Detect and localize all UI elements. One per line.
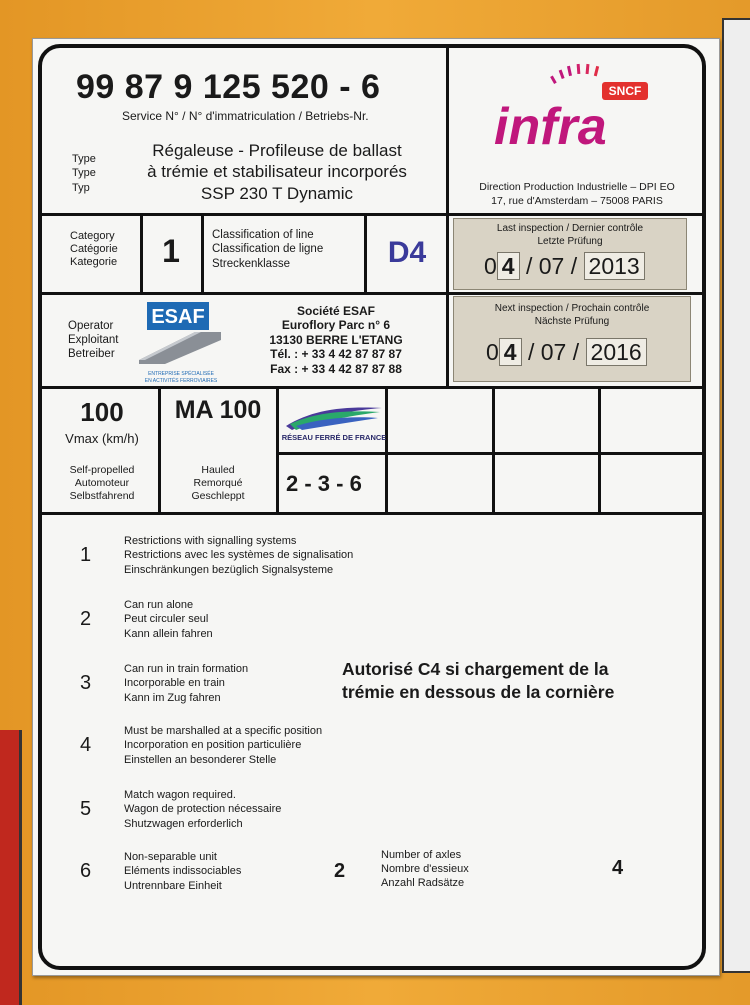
date-day-prefix: 0 (484, 253, 497, 279)
restriction-line: Einstellen an besonderer Stelle (124, 753, 277, 766)
rail-icon (139, 332, 221, 364)
hauled-labels (160, 464, 276, 503)
restriction-line: Untrennbare Einheit (124, 879, 222, 892)
operator-line: 13130 BERRE L'ETANG (269, 332, 403, 347)
next-inspection-label (453, 302, 691, 328)
note-line: trémie en dessous de la cornière (342, 681, 615, 702)
last-inspection-label (453, 222, 687, 248)
category-labels (70, 230, 118, 270)
restriction-text (124, 788, 281, 831)
self-propelled-label: Selbstfahrend (69, 490, 135, 503)
date-day-digit: 4 (499, 338, 522, 366)
hauled-label: Geschleppt (191, 490, 245, 503)
classification-label: Streckenklasse (212, 257, 290, 270)
vmax-unit: Vmax (km/h) (65, 431, 139, 446)
classification-labels (212, 228, 323, 271)
date-month: / 07 / (525, 253, 578, 279)
axles-label: Anzahl Radsätze (381, 876, 465, 889)
divider (598, 387, 601, 513)
operator-label: Betreiber (68, 347, 115, 360)
logo-rays (550, 64, 599, 84)
category-label: Catégorie (70, 243, 118, 256)
restriction-text (124, 662, 248, 705)
vmax-value: 100 (80, 397, 124, 427)
type-description (118, 140, 436, 204)
restriction-line: Match wagon required. (124, 789, 236, 801)
loading-note (342, 658, 614, 704)
divider (201, 214, 204, 293)
sncf-text: SNCF (608, 84, 642, 98)
operator-label: Operator (68, 320, 114, 332)
adjacent-plate-edge (722, 18, 750, 973)
restriction-line: Restrictions with signalling systems (124, 535, 297, 547)
restriction-line: Incorporable en train (124, 677, 225, 690)
address-line: Direction Production Industrielle – DPI EO (479, 181, 675, 193)
date-day-digit: 4 (497, 252, 520, 280)
restriction-text (124, 724, 322, 767)
type-line: à trémie et stabilisateur incorporés (147, 162, 407, 182)
divider (276, 387, 279, 513)
esaf-logo (135, 302, 227, 384)
last-inspection-date (484, 254, 645, 280)
divider (446, 292, 449, 387)
non-separable-value: 2 (334, 860, 346, 882)
operator-address (236, 304, 436, 376)
self-propelled-labels (46, 464, 158, 503)
operator-line: Euroflory Parc n° 6 (281, 318, 391, 333)
restriction-number: 6 (80, 860, 92, 882)
axles-labels (381, 849, 469, 890)
esaf-tagline: ENTREPRISE SPÉCIALISÉE (148, 371, 214, 377)
operator-line: Tél. : + 33 4 42 87 87 87 (270, 347, 402, 362)
type-labels (72, 152, 96, 195)
classification-label: Classification of line (212, 229, 314, 241)
address-line: 17, rue d'Amsterdam – 75008 PARIS (491, 194, 663, 207)
red-side-marker (0, 730, 22, 1005)
date-day-prefix: 0 (486, 339, 499, 365)
restriction-line: Shutzwagen erforderlich (124, 817, 243, 830)
restriction-number: 4 (80, 734, 92, 756)
rff-caption: RÉSEAU FERRÉ DE FRANCE (282, 433, 386, 442)
divider (42, 386, 704, 389)
axles-label: Nombre d'essieux (381, 862, 469, 875)
restriction-number: 5 (80, 798, 92, 820)
restriction-line: Kann allein fahren (124, 627, 213, 640)
date-month: / 07 / (527, 339, 580, 365)
category-label: Kategorie (70, 256, 118, 269)
restriction-line: Non-separable unit (124, 851, 217, 863)
infra-text: infra (494, 98, 607, 156)
restriction-number: 2 (80, 608, 92, 630)
axles-label: Number of axles (381, 849, 462, 861)
restriction-line: Restrictions avec les systèmes de signalisation (124, 549, 354, 562)
restriction-text (124, 850, 241, 893)
restriction-line: Incorporation en position particulière (124, 739, 302, 752)
type-line: SSP 230 T Dynamic (200, 183, 354, 203)
sncf-infra-logo (490, 62, 655, 162)
rff-logo (282, 400, 386, 444)
inspection-label: Letzte Prüfung (537, 236, 603, 247)
operator-label: Exploitant (68, 333, 119, 346)
restriction-number: 1 (80, 544, 92, 566)
restriction-text (124, 598, 213, 641)
next-inspection-date (486, 340, 647, 366)
date-year: 2013 (584, 252, 645, 280)
restriction-line: Can run alone (124, 599, 194, 611)
self-propelled-label: Self-propelled (69, 464, 135, 476)
esaf-tagline: EN ACTIVITÉS FERROVIAIRES (144, 378, 218, 384)
divider (42, 512, 704, 515)
divider (446, 46, 449, 292)
divider (492, 387, 495, 513)
classification-value: D4 (387, 236, 427, 269)
restriction-text (124, 534, 353, 577)
divider (364, 214, 367, 293)
restriction-number: 3 (80, 672, 92, 694)
hauled-label: Hauled (201, 464, 235, 476)
type-label: Type (72, 153, 96, 165)
hauled-label: Remorqué (193, 477, 243, 490)
operator-line: Société ESAF (296, 304, 376, 318)
inspection-label: Last inspection / Dernier contrôle (496, 223, 644, 234)
registration-caption: Service N° / N° d'immatriculation / Betriebs-Nr. (122, 109, 369, 123)
restriction-line: Wagon de protection nécessaire (124, 803, 282, 816)
hauled-value: MA 100 (174, 396, 262, 424)
restriction-line: Einschränkungen bezüglich Signalsysteme (124, 563, 334, 576)
inspection-label: Next inspection / Prochain contrôle (494, 303, 650, 314)
divider (276, 452, 704, 455)
type-label: Typ (72, 181, 90, 194)
type-label: Type (72, 167, 96, 180)
restriction-line: Must be marshalled at a specific position (124, 725, 323, 737)
note-line: Autorisé C4 si chargement de la (342, 659, 609, 679)
restriction-line: Peut circuler seul (124, 613, 209, 626)
registration-number: 99 87 9 125 520 - 6 (76, 68, 381, 106)
date-year: 2016 (586, 338, 647, 366)
restriction-line: Can run in train formation (124, 663, 249, 675)
category-label: Category (70, 230, 115, 242)
category-value: 1 (162, 233, 180, 269)
operator-labels (68, 320, 119, 361)
type-line: Régaleuse - Profileuse de ballast (152, 141, 402, 160)
restriction-codes: 2 - 3 - 6 (286, 471, 362, 496)
operator-line: Fax : + 33 4 42 87 87 88 (270, 361, 402, 376)
axles-value: 4 (612, 857, 624, 879)
restriction-line: Eléments indissociables (124, 865, 242, 878)
self-propelled-label: Automoteur (74, 477, 130, 490)
classification-label: Classification de ligne (212, 243, 324, 256)
esaf-logo-text: ESAF (151, 306, 205, 328)
restriction-line: Kann im Zug fahren (124, 691, 221, 704)
infra-address (452, 181, 702, 208)
inspection-label: Nächste Prüfung (534, 316, 610, 327)
